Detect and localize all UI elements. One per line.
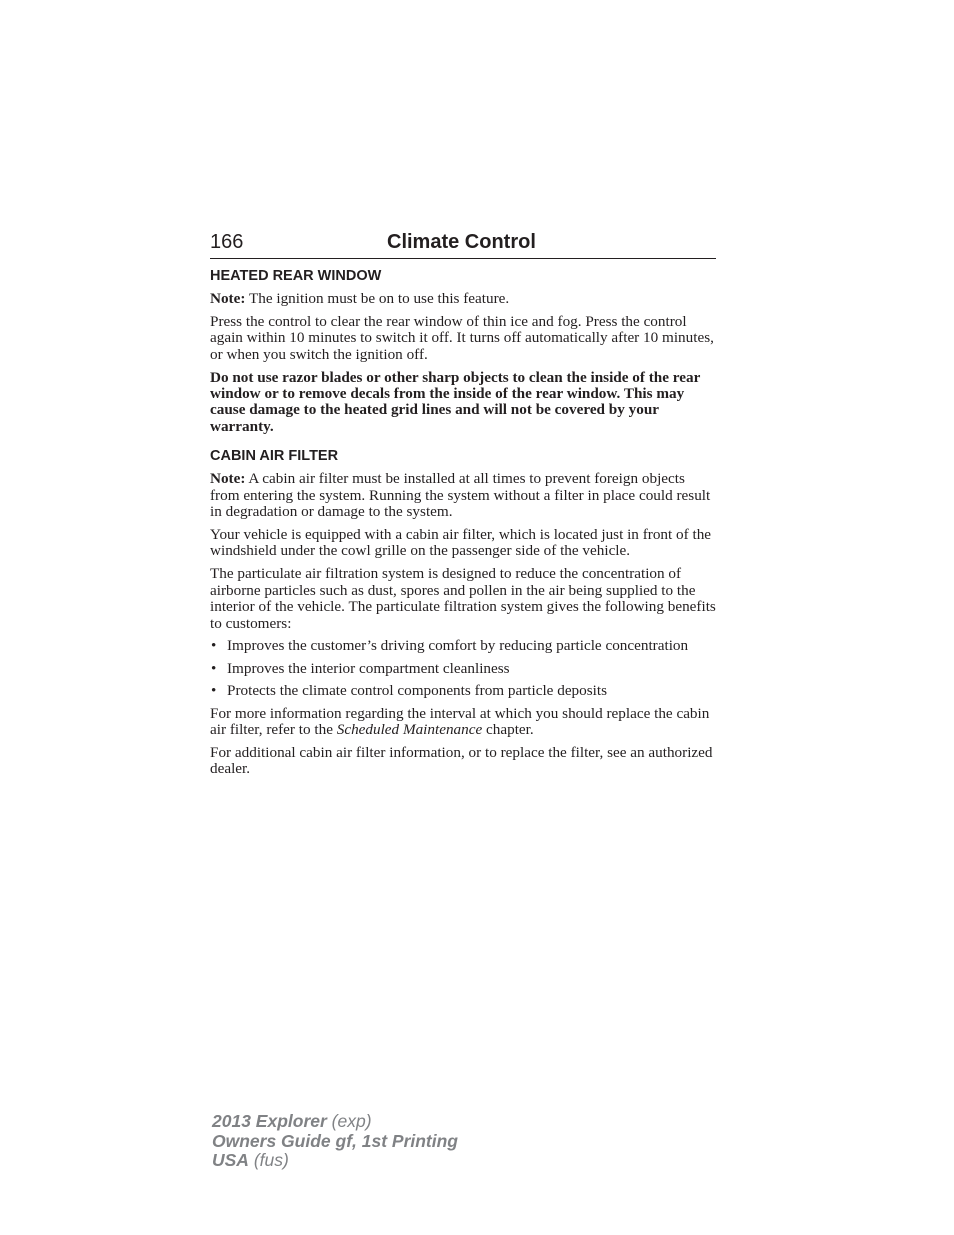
benefits-list (210, 638, 716, 699)
page-number: 166 (210, 231, 244, 253)
note-text: The ignition must be on to use this feature. (245, 290, 510, 307)
list-item (210, 661, 716, 677)
paragraph-text: For more information regarding the interval at which you should replace the cabin air filter, refer to the (210, 704, 710, 739)
bullet: • (211, 637, 217, 655)
note-heated-rear-window (210, 291, 716, 307)
footer-market-code: (fus) (248, 1150, 289, 1170)
note-label: Note: (210, 290, 246, 307)
footer-market: USA (212, 1150, 249, 1170)
footer-model-code: (exp) (326, 1111, 372, 1131)
list-item-text: Improves the customer’s driving comfort by reducing particle concentration (227, 637, 689, 655)
paragraph: For additional cabin air filter information, or to replace the filter, see an authorized dealer. (210, 743, 713, 778)
list-item (210, 683, 716, 699)
footer-guide: Owners Guide gf, 1st Printing (212, 1130, 458, 1151)
page-footer (212, 1112, 458, 1171)
page-title: Climate Control (387, 231, 536, 253)
note-label: Note: (210, 470, 246, 488)
footer-line (212, 1112, 458, 1132)
section-heading-cabin-air-filter: CABIN AIR FILTER (210, 448, 339, 465)
list-item-text: Protects the climate control components from particle deposits (227, 682, 608, 700)
footer-line (212, 1151, 458, 1171)
bullet: • (211, 659, 217, 677)
page-header (210, 230, 716, 259)
paragraph (210, 706, 716, 739)
warning-text: Do not use razor blades or other sharp objects to clean the inside of the rear window or to remove decals from the inside of the rear window. This may cause damage to the heated grid lines and will not be covered by your warranty. (210, 368, 701, 435)
paragraph-text: chapter. (482, 721, 534, 739)
chapter-reference: Scheduled Maintenance (336, 721, 483, 739)
footer-line (212, 1132, 458, 1152)
footer-model: 2013 Explorer (212, 1111, 327, 1131)
list-item (210, 638, 716, 654)
note-cabin-air-filter (210, 471, 716, 520)
paragraph: Your vehicle is equipped with a cabin air filter, which is located just in front of the windshield under the cowl grille on the passenger side of the vehicle. (210, 525, 712, 560)
page-content (210, 267, 716, 784)
list-item-text: Improves the interior compartment cleanliness (227, 659, 510, 677)
section-heading-heated-rear-window: HEATED REAR WINDOW (210, 268, 382, 284)
bullet: • (211, 682, 217, 700)
paragraph: The particulate air filtration system is designed to reduce the concentration of airborne particles such as dust, spores and pollen in the air being supplied to the interior of the vehicle. The particulate filtration system gives the following benefits to customers: (210, 565, 716, 632)
note-text: A cabin air filter must be installed at all times to prevent foreign objects from entering the system. Running the system without a filter in place could result in degradation or damage to the system. (210, 470, 711, 521)
paragraph: Press the control to clear the rear window of thin ice and fog. Press the control again within 10 minutes to switch it off. It turns off automatically after 10 minutes, or when you switch the ignition off. (210, 312, 714, 363)
